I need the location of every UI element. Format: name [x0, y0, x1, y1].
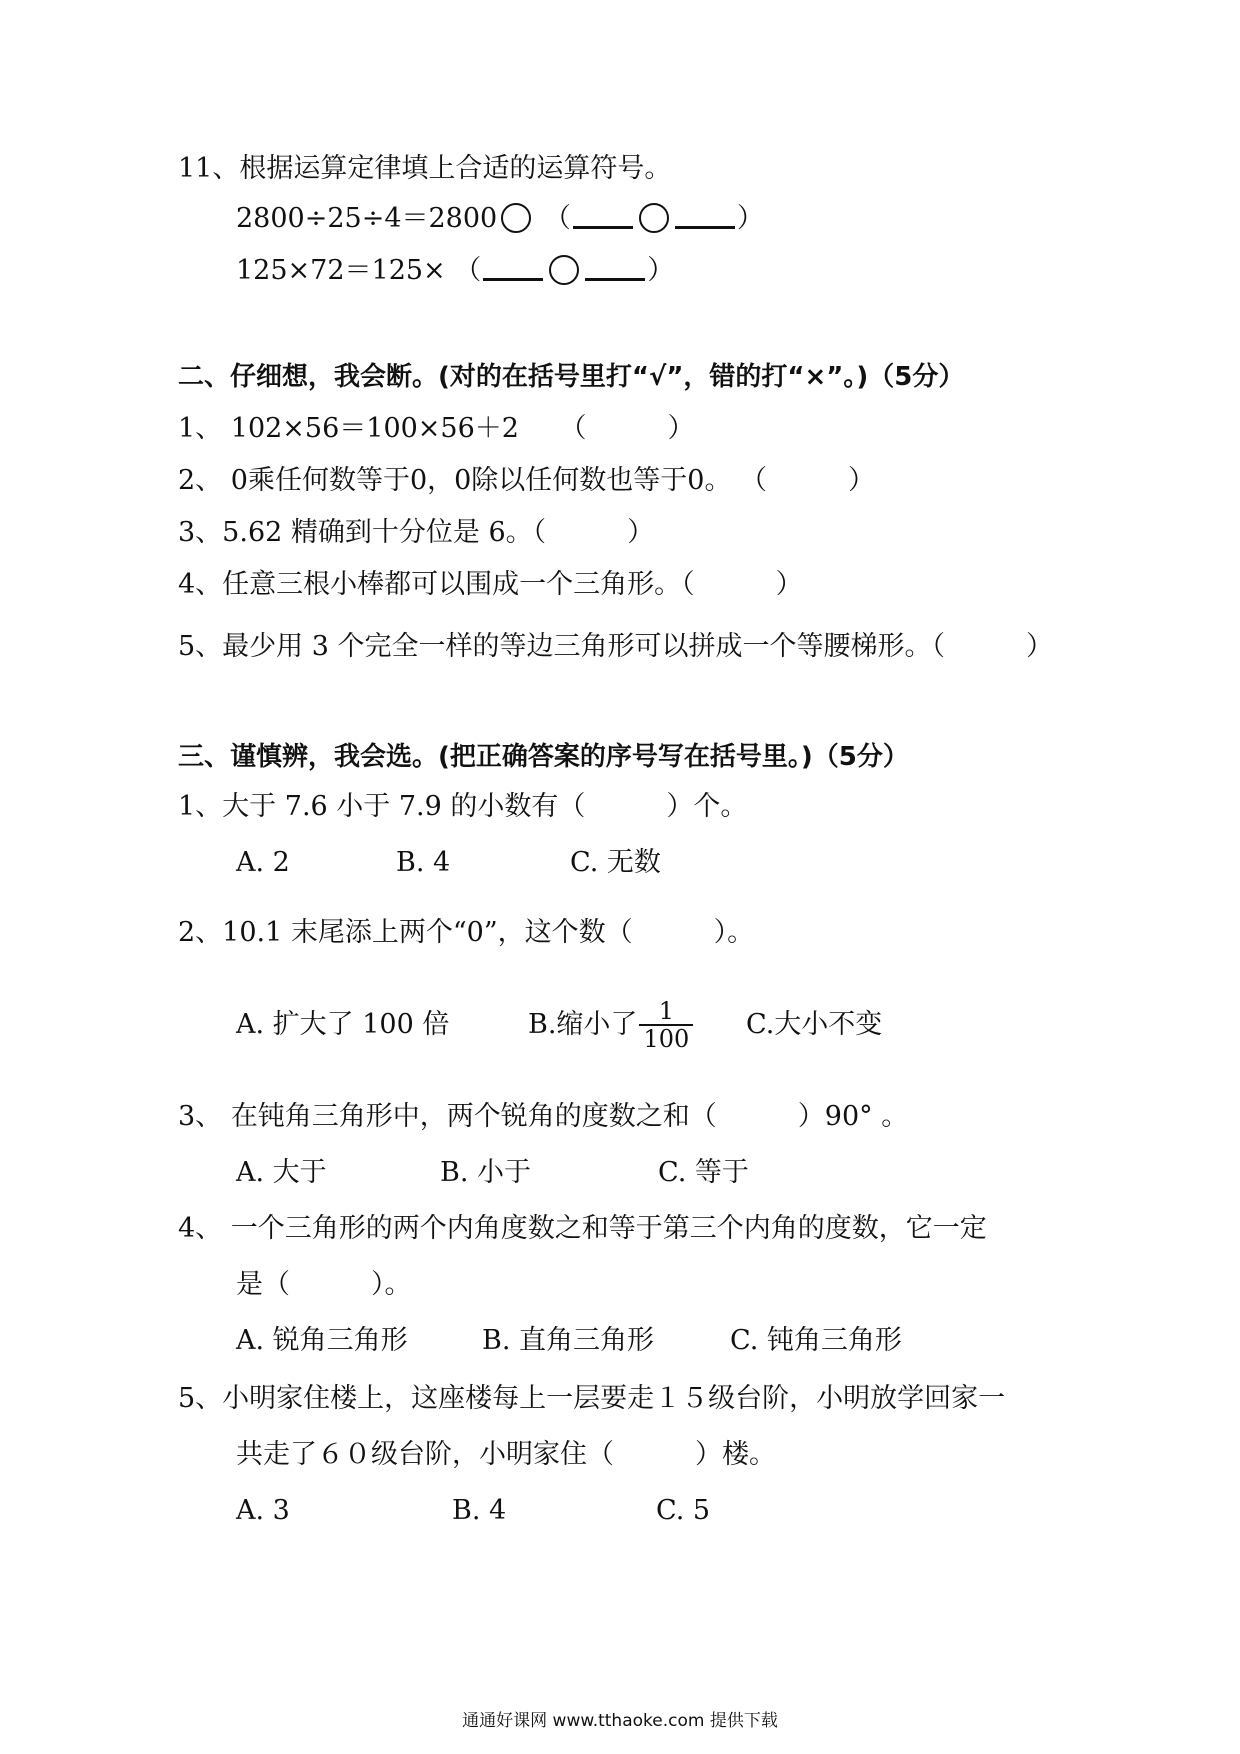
number-blank-1[interactable] [573, 200, 633, 229]
fraction [639, 998, 693, 1052]
choice-q2-stem: 2、10.1 末尾添上两个“0”，这个数（ ）。 [178, 917, 755, 948]
number-blank-2[interactable] [675, 200, 735, 229]
choice-q3-stem: 3、 在钝角三角形中，两个锐角的度数之和（ ）90° 。 [178, 1101, 909, 1132]
choice-q3-option-a: A. 大于 [236, 1157, 327, 1188]
number-blank-3[interactable] [483, 252, 543, 281]
judge-item-2: 2、 0乘任何数等于0，0除以任何数也等于0。 （ ） [178, 465, 876, 496]
eq1-left: 2800÷25÷4＝2800 [236, 203, 498, 234]
q11-equation-1 [236, 200, 764, 236]
choice-q5-option-c: C. 5 [656, 1495, 711, 1526]
choice-q4-stem-line-1: 4、 一个三角形的两个内角度数之和等于第三个内角的度数，它一定 [178, 1213, 987, 1244]
judge-item-5: 5、最少用 3 个完全一样的等边三角形可以拼成一个等腰梯形。（ ） [178, 631, 1054, 662]
choice-q3-option-b: B. 小于 [440, 1157, 532, 1188]
q11-title: 11、根据运算定律填上合适的运算符号。 [178, 153, 672, 184]
choice-q5-option-a: A. 3 [236, 1495, 290, 1526]
choice-q3-option-c: C. 等于 [658, 1157, 749, 1188]
choice-q1-option-b: B. 4 [396, 847, 451, 878]
eq2-left: 125×72＝125× [236, 255, 446, 286]
section3-heading: 三、谨慎辨，我会选。(把正确答案的序号写在括号里。)（5分） [178, 742, 909, 772]
choice-q2-option-c: C.大小不变 [746, 1009, 883, 1040]
number-blank-4[interactable] [585, 252, 645, 281]
choice-q2-option-b [528, 990, 693, 1060]
operator-circle-3[interactable] [549, 255, 579, 285]
choice-q1-option-a: A. 2 [236, 847, 290, 878]
footer-credit: 通通好课网 www.tthaoke.com 提供下载 [462, 1711, 778, 1731]
choice-q4-option-c: C. 钝角三角形 [730, 1325, 902, 1356]
close-paren: ） [736, 203, 764, 234]
operator-circle-2[interactable] [639, 203, 669, 233]
judge-item-4: 4、任意三根小棒都可以围成一个三角形。（ ） [178, 569, 803, 600]
choice-q1-stem: 1、大于 7.6 小于 7.9 的小数有（ ）个。 [178, 791, 748, 822]
close-paren: ） [647, 255, 675, 286]
open-paren: （ [454, 255, 482, 286]
operator-circle-1[interactable] [501, 203, 531, 233]
judge-item-3: 3、5.62 精确到十分位是 6。（ ） [178, 517, 655, 548]
q11-equation-2 [236, 252, 674, 288]
choice-q4-option-a: A. 锐角三角形 [236, 1325, 408, 1356]
choice-q2-option-a: A. 扩大了 100 倍 [236, 1009, 450, 1040]
fraction-numerator: 1 [658, 997, 674, 1025]
choice-q5-stem-line-1: 5、小明家住楼上，这座楼每上一层要走１５级台阶，小明放学回家一 [178, 1383, 1006, 1414]
choice-q5-option-b: B. 4 [452, 1495, 507, 1526]
choice-q1-option-c: C. 无数 [570, 847, 661, 878]
choice-q5-stem-line-2: 共走了６０级台阶，小明家住（ ）楼。 [236, 1439, 776, 1470]
option-b-text: B.缩小了 [528, 1009, 638, 1040]
judge-item-1: 1、 102×56＝100×56＋2 （ ） [178, 413, 695, 444]
fraction-denominator: 100 [639, 1024, 693, 1052]
choice-q4-stem-line-2: 是（ ）。 [236, 1269, 412, 1300]
section2-heading: 二、仔细想，我会断。(对的在括号里打“√”，错的打“×”。)（5分） [178, 362, 965, 392]
open-paren: （ [543, 203, 571, 234]
choice-q4-option-b: B. 直角三角形 [482, 1325, 655, 1356]
